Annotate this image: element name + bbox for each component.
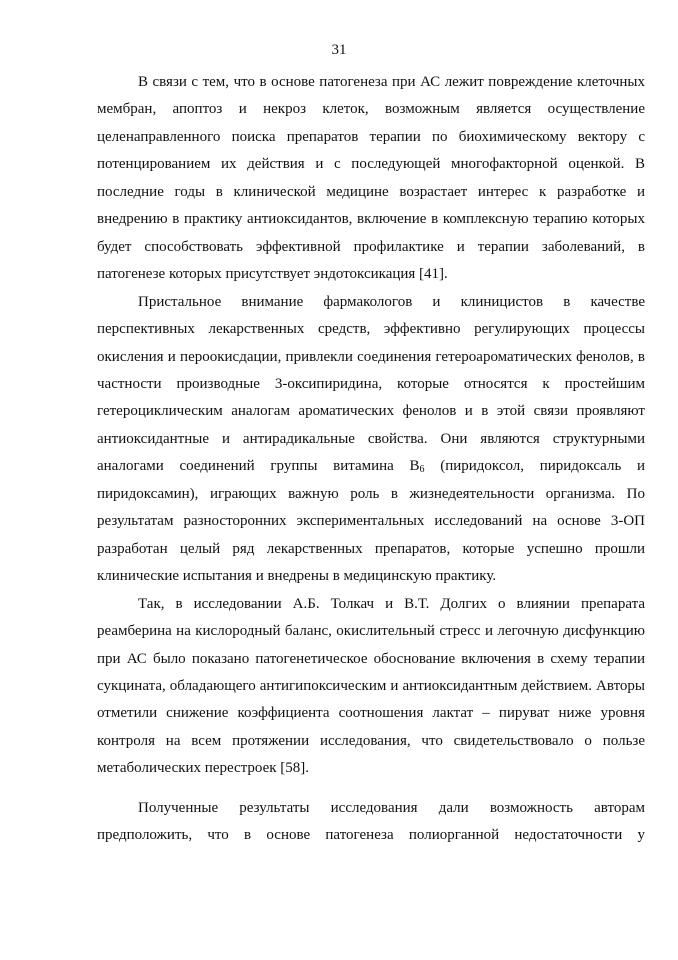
- vitamin-subscript: 6: [419, 464, 425, 476]
- paragraph-antioxidants: В связи с тем, что в основе патогенеза при АС лежит повреждение клеточных мембран, апоптоз и некроз клеток, возможным является осуществление целенаправленного поиска препаратов терапии по биохимическому вектору с потенцированием их действия и с последующей многофакторной оценкой. В последние годы в клинической медицине возрастает интерес к разработке и внедрению в практику антиоксидантов, включение в комплексную терапию которых будет способствовать эффективной профилактике и терапии заболеваний, в патогенезе которых присутствует эндотоксикация [41].: [97, 74, 645, 283]
- page-number: 31: [331, 42, 347, 58]
- paragraph-results: Полученные результаты исследования дали возможность авторам предположить, что в основе патогенеза полиорганной недостаточности у: [97, 799, 645, 844]
- paragraph-oxypyridine: [97, 289, 645, 591]
- paragraph-oxypyridine-text-start: Пристальное внимание фармакологов и клиницистов в качестве перспективных лекарственных средств, эффективно регулирующих процессы окисления и пероокисдации, привлекли соединения гетероароматических фенолов, в частности производные 3-оксипиридина, которые относятся к простейшим гетероциклическим аналогам ароматических фенолов и в этой связи проявляют антиоксидантные и антирадикальные свойства. Они являются структурными аналогами соединений группы витамина В: [97, 293, 645, 475]
- paragraph-oxypyridine-text-end: (пиридоксол, пиридоксаль и пиридоксамин), играющих важную роль в жизнедеятельности организма. По результатам разносторонних экспериментальных исследований на основе 3-ОП разработан целый ряд лекарственных препаратов, которые успешно прошли клинические испытания и внедрены в медицинскую практику.: [97, 458, 645, 585]
- body-text: [97, 69, 645, 850]
- paragraph-reamberin-study: Так, в исследовании А.Б. Толкач и В.Т. Долгих о влиянии препарата реамберина на кислородный баланс, окислительный стресс и легочную дисфункцию при АС было показано патогенетическое обоснование включения в схему терапии сукцината, обладающего антигипоксическим и антиоксидантным действием. Авторы отметили снижение коэффициента соотношения лактат – пируват ниже уровня контроля на всем протяжении исследования, что свидетельствовало о пользе метаболических перестроек [58].: [97, 595, 645, 777]
